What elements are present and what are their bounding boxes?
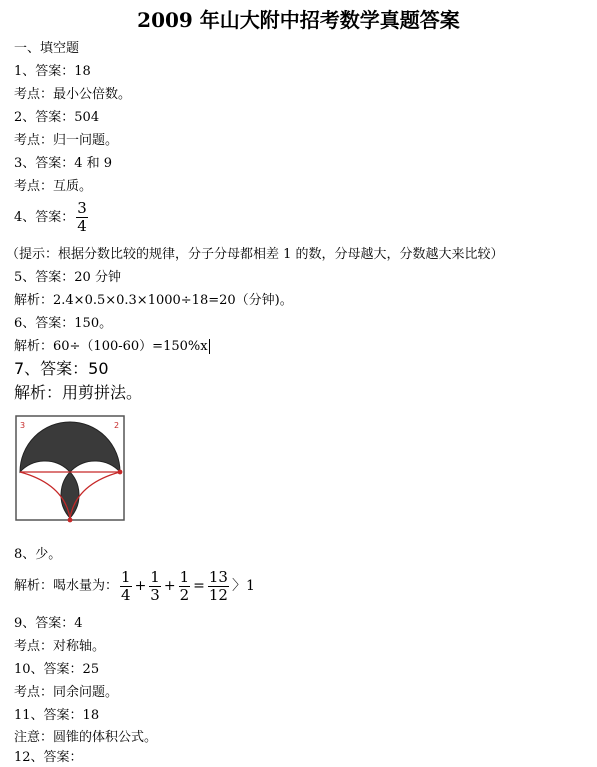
q8-analysis <box>14 566 256 607</box>
figure-svg <box>14 414 126 532</box>
cut-and-paste-figure <box>14 414 126 532</box>
q9-point: 考点：对称轴。 <box>14 639 106 654</box>
plus-sign: + <box>163 578 176 594</box>
q8-frac-4-den: 12 <box>208 585 228 604</box>
q8-frac-2-num: 1 <box>150 567 160 586</box>
q8-frac-4 <box>208 569 229 604</box>
q1-point: 考点：最小公倍数。 <box>14 87 132 102</box>
q8-frac-2 <box>149 569 161 604</box>
q8-answer: 8、少。 <box>14 547 62 562</box>
q2-answer: 2、答案：504 <box>14 110 100 125</box>
q3-answer: 3、答案：4 和 9 <box>14 156 113 171</box>
q7-analysis: 解析：用剪拼法。 <box>14 383 143 402</box>
q12-answer-partial: 12、答案： <box>14 750 83 765</box>
q4-label: 4、答案： <box>14 210 75 225</box>
q6-analysis-text: 解析：60÷（100-60）=150%x <box>14 339 208 354</box>
q8-frac-1-den: 4 <box>121 585 131 604</box>
section-heading: 一、填空题 <box>14 41 80 56</box>
q8-frac-2-den: 3 <box>150 585 160 604</box>
q8-label: 解析：喝水量为： <box>14 578 119 594</box>
q7-answer: 7、答案：50 <box>14 359 109 378</box>
q8-frac-4-num: 13 <box>208 567 228 586</box>
q1-answer: 1、答案：18 <box>14 64 91 79</box>
q8-frac-1-num: 1 <box>121 567 131 586</box>
q4-numerator: 3 <box>77 199 87 217</box>
q5-answer: 5、答案：20 分钟 <box>14 270 121 285</box>
q8-frac-3-num: 1 <box>179 567 190 586</box>
equals-sign: = <box>193 578 205 594</box>
plus-sign: + <box>134 578 147 594</box>
q10-answer: 10、答案：25 <box>14 662 100 677</box>
q6-analysis <box>14 338 210 356</box>
q11-note: 注意：圆锥的体积公式。 <box>14 730 158 745</box>
text-cursor <box>209 339 210 354</box>
bottom-point <box>68 518 73 523</box>
q3-point: 考点：互质。 <box>14 179 93 194</box>
q5-analysis: 解析：2.4×0.5×0.3×1000÷18=20（分钟)。 <box>14 293 293 308</box>
q4-hint: （提示：根据分数比较的规律，分子分母都相差 1 的数，分母越大，分数越大来比较） <box>6 247 504 262</box>
q8-frac-3-den: 2 <box>179 585 190 604</box>
q4-answer <box>14 200 90 236</box>
q6-answer: 6、答案：150。 <box>14 316 113 331</box>
q8-frac-3 <box>179 569 191 604</box>
label-left: 3 <box>20 421 26 430</box>
q4-fraction <box>76 200 88 235</box>
q10-point: 考点：同余问题。 <box>14 685 119 700</box>
q8-tail: 〉1 <box>231 578 255 594</box>
q4-denominator: 4 <box>77 217 87 235</box>
page-title: 2009 年山大附中招考数学真题答案 <box>137 8 460 32</box>
right-point <box>118 470 123 475</box>
q2-point: 考点：归一问题。 <box>14 133 119 148</box>
q8-frac-1 <box>120 569 132 604</box>
q11-answer: 11、答案：18 <box>14 708 100 723</box>
label-right: 2 <box>114 421 120 430</box>
q9-answer: 9、答案：4 <box>14 616 83 631</box>
